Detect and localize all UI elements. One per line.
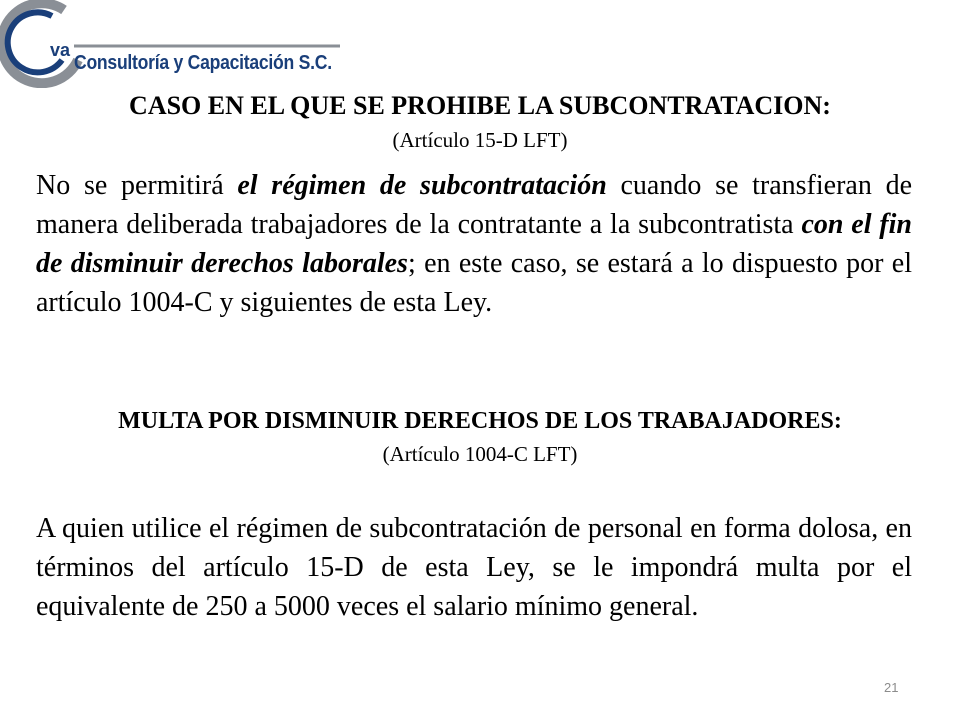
logo-va: va [50,40,71,60]
section1-reference: (Artículo 15-D LFT) [392,128,568,152]
section2-paragraph: A quien utilice el régimen de subcontratación de personal en forma dolosa, en términos del artículo 15-D de esta Ley, se le impondrá multa por el equivalente de 250 a 5000 veces el salario mínimo general. [36,513,912,622]
section1-text-3: ; en este caso, se estará a lo dispuesto por el artículo 1004-C y siguientes de esta Ley. [36,248,912,318]
section2-title: MULTA POR DISMINUIR DERECHOS DE LOS TRABAJADORES: [118,408,842,434]
section2-reference: (Artículo 1004-C LFT) [382,442,578,466]
section1-title: CASO EN EL QUE SE PROHIBE LA SUBCONTRATACION: [129,91,831,120]
company-logo [0,0,352,88]
logo-company-name: Consultoría y Capacitación S.C. [74,52,332,74]
section1-emphasis-2: con el fin de disminuir derechos laborales [36,209,912,279]
section1-text-1: No se permitirá [36,170,238,201]
section1-text-2: cuando se transfieran de manera deliberada trabajadores de la contratante a la subcontratista [36,170,912,240]
section1-paragraph [36,166,912,322]
page-number: 21 [884,680,899,695]
section1-emphasis-1: el régimen de subcontratación [237,170,607,201]
